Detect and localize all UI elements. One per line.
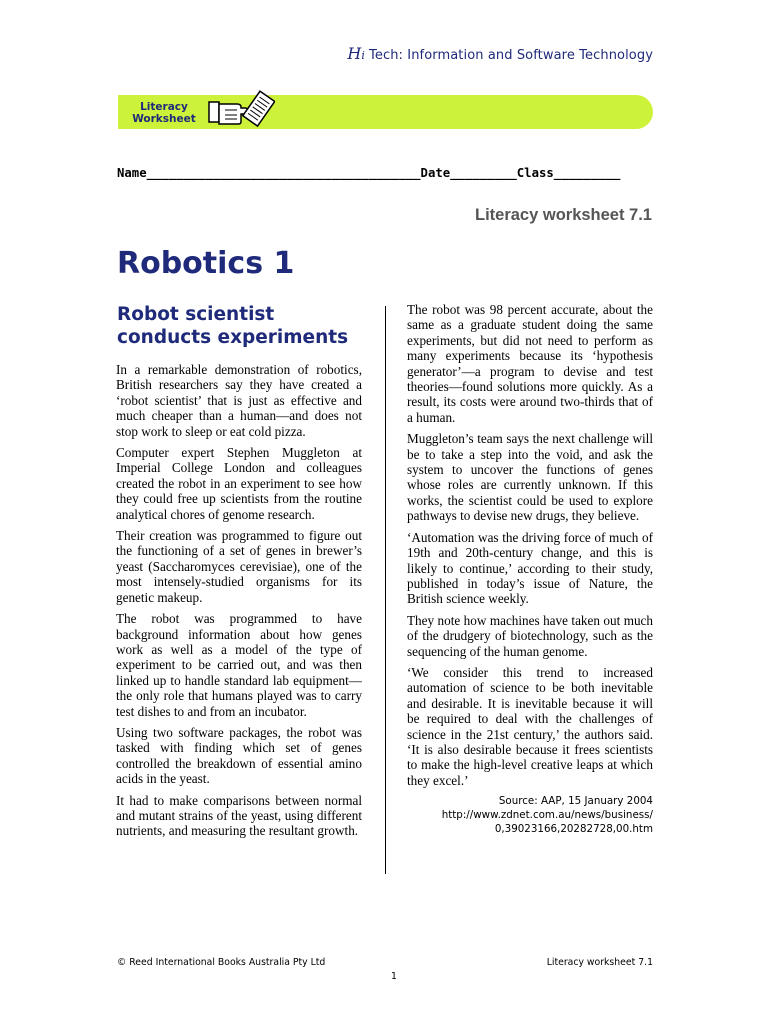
paragraph: ‘Automation was the driving force of much of 19th and 20th-century change, and this is likely to continue,’ according to their study, published in today’s issue of Nature, the British science weekly.	[407, 529, 653, 607]
paragraph: Their creation was programmed to figure out the functioning of a set of genes in brewer’s yeast (Saccharomyces cerevisiae), one of the most intensely-studied organisms for its genetic makeup.	[116, 528, 362, 605]
header-title: Tech: Information and Software Technology	[369, 48, 653, 63]
page-number: 1	[391, 971, 397, 982]
source-line: Source: AAP, 15 January 2004	[498, 795, 653, 808]
brand-i: i	[361, 49, 366, 62]
article-heading-line2: conducts experiments	[117, 327, 349, 348]
worksheet-label: Literacy worksheet 7.1	[474, 206, 652, 224]
paragraph: The robot was 98 percent accurate, about the same as a graduate student doing the same experiments, but did not need to perform as many experiments because its ‘hypothesis generator’—a program to devise and test theories—found solutions more quickly. As a result, its costs were around two-thirds that of a human.	[407, 302, 653, 425]
source-url-line: http://www.zdnet.com.au/news/business/	[441, 809, 653, 822]
article-heading-line1: Robot scientist	[117, 304, 275, 325]
page-title: Robotics 1	[117, 246, 295, 281]
name-date-class-line: Name_____________________________________Date_________Class_________	[117, 166, 621, 180]
paragraph: Using two software packages, the robot was tasked with finding which set of genes controlled the breakdown of essential amino acids in the yeast.	[116, 724, 362, 787]
paragraph: Muggleton’s team says the next challenge will be to take a step into the void, and ask the system to uncover the functions of genes whose roles are currently unknown. If this works, the scientist could be used to explore pathways to devise new drugs, they believe.	[407, 431, 653, 524]
source-citation	[407, 794, 653, 836]
paragraph: The robot was programmed to have background information about how genes work as well as a model of the type of experiment to be carried out, and was then linked up to handle standard lab equipment—the only role that humans played was to carry test dishes to and from an incubator.	[116, 611, 362, 719]
brand-h: H	[347, 44, 362, 63]
article-heading	[117, 303, 377, 349]
paragraph: In a remarkable demonstration of robotics, British researchers say they have created a ‘robot scientist’ that is just as effective and much cheaper than a human—and does not stop work to sleep or eat cold pizza.	[116, 362, 362, 439]
banner-label	[118, 98, 210, 127]
source-url-line: 0,39023166,20282728,00.htm	[494, 823, 653, 836]
banner-label-line1: Literacy	[140, 100, 188, 113]
running-header	[0, 44, 653, 63]
pointing-hand-paper-icon	[207, 88, 275, 134]
footer-copyright: © Reed International Books Australia Pty Ltd	[117, 957, 326, 968]
paragraph: It had to make comparisons between normal and mutant strains of the yeast, using different nutrients, and measuring the resultant growth.	[116, 792, 362, 839]
footer-worksheet-label: Literacy worksheet 7.1	[546, 957, 653, 968]
banner-label-line2: Worksheet	[132, 112, 196, 125]
right-column	[407, 302, 653, 836]
paragraph: They note how machines have taken out much of the drudgery of biotechnology, such as the sequencing of the human genome.	[407, 612, 653, 659]
column-divider	[385, 306, 386, 874]
paragraph: ‘We consider this trend to increased automation of science to be both inevitable and desirable. It is inevitable because it will be required to deal with the challenges of science in the 21st century,’ the authors said. ‘It is also desirable because it frees scientists to make the high-level creative leaps at which they excel.’	[407, 664, 653, 788]
paragraph: Computer expert Stephen Muggleton at Imperial College London and colleagues created the robot in an experiment to see how they could free up scientists from the routine analytical chores of genome research.	[116, 445, 362, 522]
left-column	[116, 362, 362, 845]
